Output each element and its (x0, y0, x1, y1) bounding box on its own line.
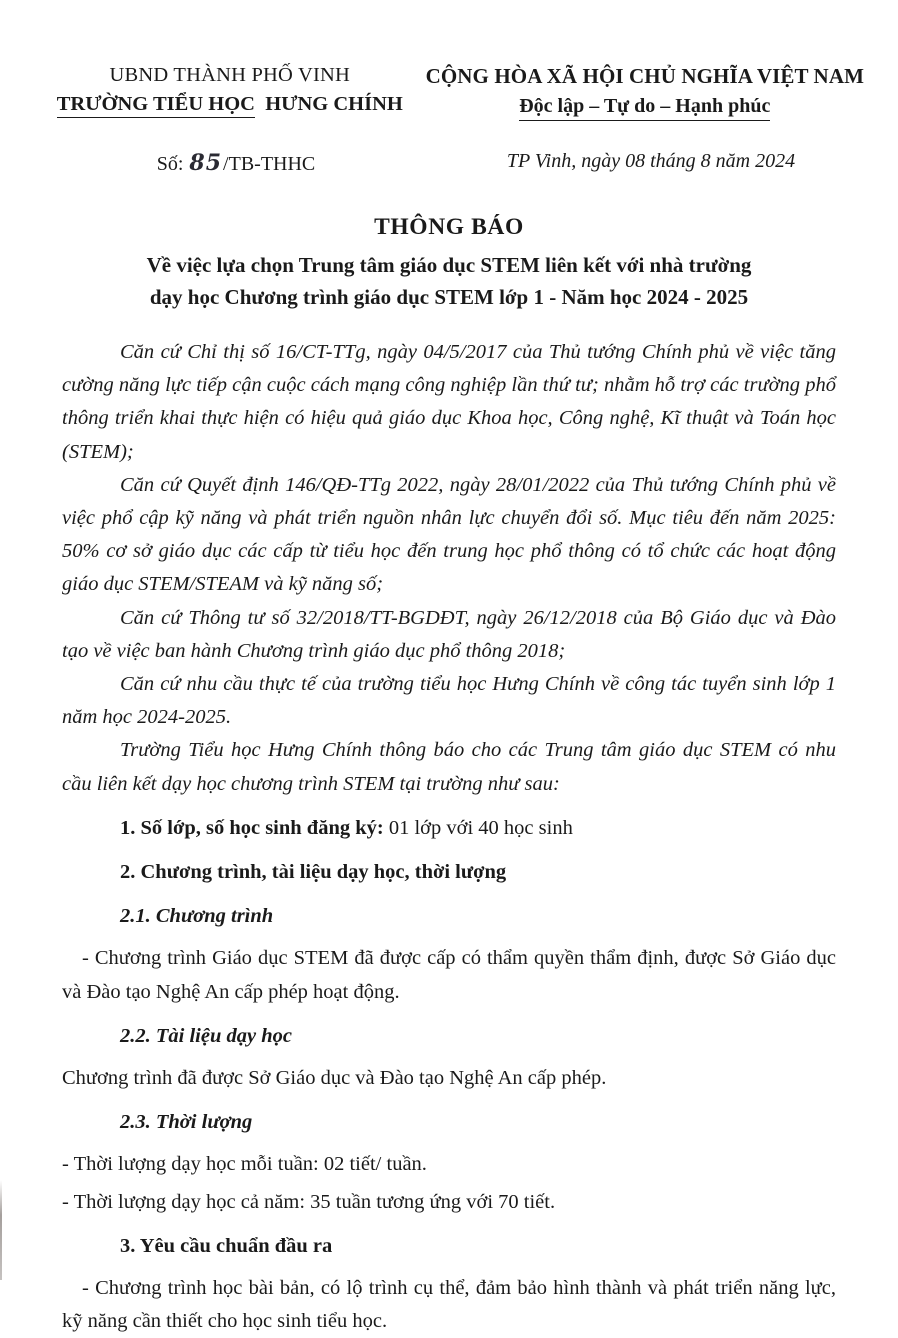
document-meta-row (0, 120, 898, 176)
section-2-3-item-1: - Thời lượng dạy học mỗi tuần: 02 tiết/ tuần. (62, 1153, 427, 1176)
issue-date: TP Vinh, ngày 08 tháng 8 năm 2024 (506, 150, 796, 173)
national-heading-block (426, 62, 864, 120)
document-subtitle (0, 249, 898, 314)
national-motto (426, 93, 864, 120)
section-2-1-body: - Chương trình Giáo dục STEM đã được cấp có thẩm quyền thẩm định, được Sở Giáo dục và Đào tạo Nghệ An cấp phép hoạt động. (62, 947, 836, 1003)
document-number-handwritten: 85 (189, 150, 223, 177)
issuer-school (34, 91, 426, 119)
document-subtitle-line-1: Về việc lựa chọn Trung tâm giáo dục STEM liên kết với nhà trường (146, 252, 752, 277)
issuer-authority: UBND THÀNH PHỐ VINH (109, 64, 351, 86)
section-2-2-body: Chương trình đã được Sở Giáo dục và Đào tạo Nghệ An cấp phép. (62, 1067, 607, 1090)
section-3-heading: 3. Yêu cầu chuẩn đầu ra (120, 1234, 333, 1257)
title-block (0, 212, 898, 314)
legal-basis-paragraph-4: Căn cứ nhu cầu thực tế của trường tiểu học Hưng Chính về công tác tuyển sinh lớp 1 năm học 2024-2025. (62, 673, 836, 729)
issuer-school-underlined: TRƯỜNG TIỂU HỌC (57, 93, 255, 118)
document-number-suffix: /TB-THHC (223, 153, 316, 176)
section-1-value: 01 lớp với 40 học sinh (383, 816, 573, 839)
section-2-1-heading: 2.1. Chương trình (120, 905, 274, 928)
section-2-3-heading: 2.3. Thời lượng (120, 1111, 253, 1134)
section-3-body: - Chương trình học bài bản, có lộ trình cụ thể, đảm bảo hình thành và phát triển năng lực, kỹ năng cần thiết cho học sinh tiểu học. (62, 1277, 836, 1333)
document-number (34, 150, 438, 176)
legal-basis-paragraph-1: Căn cứ Chỉ thị số 16/CT-TTg, ngày 04/5/2017 của Thủ tướng Chính phủ về việc tăng cường năng lực tiếp cận cuộc cách mạng công nghiệp lần thứ tư; nhằm hỗ trợ các trường phổ thông triển khai thực hiện có hiệu quả giáo dục Khoa học, Công nghệ, Kĩ thuật và Toán học (STEM); (62, 340, 836, 463)
legal-basis-paragraph-3: Căn cứ Thông tư số 32/2018/TT-BGDĐT, ngày 26/12/2018 của Bộ Giáo dục và Đào tạo về việc ban hành Chương trình giáo dục phổ thông 2018; (62, 606, 836, 662)
section-2-heading: 2. Chương trình, tài liệu dạy học, thời lượng (120, 861, 507, 884)
legal-basis-paragraph-2: Căn cứ Quyết định 146/QĐ-TTg 2022, ngày 28/01/2022 của Thủ tướng Chính phủ về việc phổ cập kỹ năng và phát triển nguồn nhân lực chuyển đổi số. Mục tiêu đến năm 2025: 50% cơ sở giáo dục các cấp từ tiểu học đến trung học phổ thông có tổ chức các hoạt động giáo dục STEM/STEAM và kỹ năng số; (62, 473, 836, 596)
section-1-label: 1. Số lớp, số học sinh đăng ký: (120, 816, 384, 839)
document-body (0, 336, 898, 1338)
issuer-school-suffix: HƯNG CHÍNH (265, 92, 403, 115)
document-subtitle-line-2: dạy học Chương trình giáo dục STEM lớp 1 - Năm học 2024 - 2025 (149, 285, 749, 310)
section-1-heading (62, 812, 836, 845)
national-title: CỘNG HÒA XÃ HỘI CHỦ NGHĨA VIỆT NAM (425, 64, 864, 88)
scan-edge-artifact (0, 1180, 2, 1280)
document-header (0, 0, 898, 120)
issuer-block (34, 62, 426, 120)
announcement-paragraph: Trường Tiểu học Hưng Chính thông báo cho các Trung tâm giáo dục STEM có nhu cầu liên kết dạy học chương trình STEM tại trường như sau: (62, 739, 836, 795)
section-2-2-heading: 2.2. Tài liệu dạy học (120, 1024, 292, 1047)
national-motto-underlined: Độc lập – Tự do – Hạnh phúc (519, 95, 770, 121)
document-number-prefix: Số: (156, 153, 184, 176)
section-2-3-item-2: - Thời lượng dạy học cả năm: 35 tuần tương ứng với 70 tiết. (62, 1190, 556, 1213)
page-title: THÔNG BÁO (374, 214, 524, 241)
